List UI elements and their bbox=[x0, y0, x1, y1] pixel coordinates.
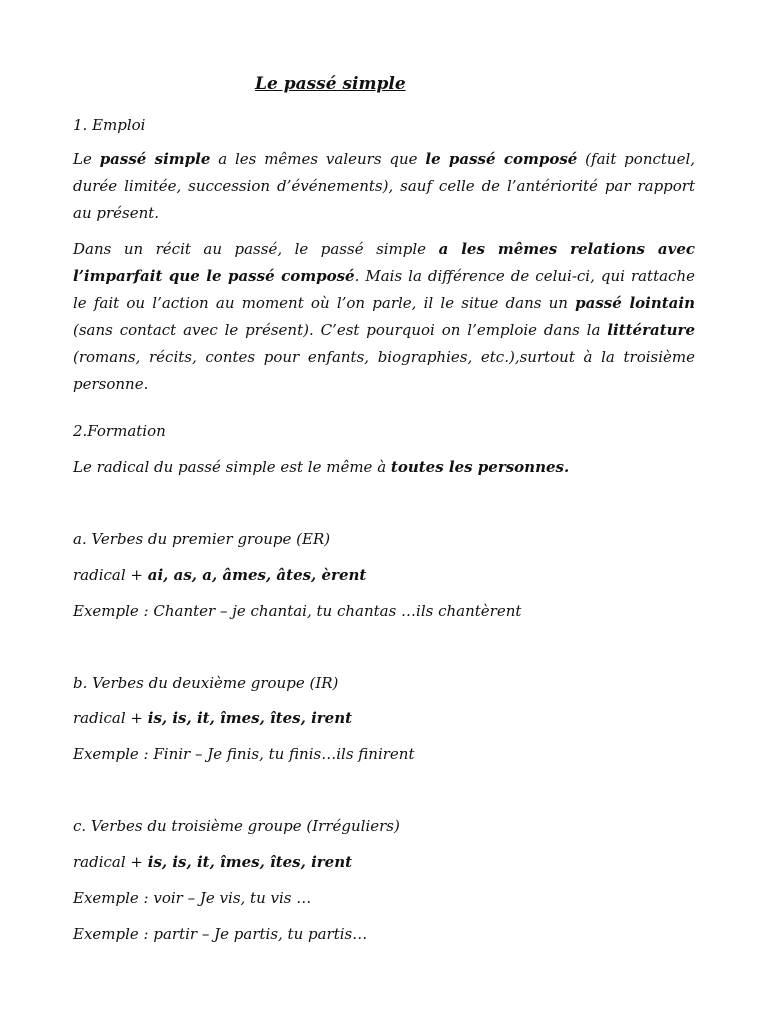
text-run: (romans, récits, contes pour enfants, biographies, etc.),surtout à la troisième personne. bbox=[73, 348, 695, 393]
group-radical-third bbox=[73, 852, 352, 872]
text-run: Dans un récit au passé, le passé simple bbox=[73, 240, 439, 258]
group-heading-first: a. Verbes du premier groupe (ER) bbox=[73, 530, 331, 548]
radical-label: radical + bbox=[73, 566, 148, 584]
paragraph-emploi-2 bbox=[73, 236, 695, 398]
radical-endings: ai, as, a, âmes, âtes, èrent bbox=[147, 566, 367, 584]
emphasis-text: passé simple bbox=[99, 150, 211, 168]
group-radical-first bbox=[73, 565, 366, 585]
formation-intro bbox=[73, 457, 569, 477]
section-heading-emploi: 1. Emploi bbox=[73, 116, 146, 134]
paragraph-emploi-1 bbox=[73, 146, 695, 227]
emphasis-text: a les mêmes relations avec l’imparfait que le passé composé bbox=[73, 240, 695, 285]
group-example-first: Exemple : Chanter – je chantai, tu chantas …ils chantèrent bbox=[73, 602, 522, 620]
text-run: Le radical du passé simple est le même à bbox=[73, 458, 391, 476]
group-radical-second bbox=[73, 708, 352, 728]
radical-endings: is, is, it, îmes, îtes, irent bbox=[147, 709, 353, 727]
radical-endings: is, is, it, îmes, îtes, irent bbox=[147, 853, 353, 871]
page-title: Le passé simple bbox=[255, 74, 406, 94]
text-run: Le bbox=[73, 150, 100, 168]
emphasis-text: toutes les personnes. bbox=[390, 458, 570, 476]
group-heading-second: b. Verbes du deuxième groupe (IR) bbox=[73, 674, 339, 692]
emphasis-text: le passé composé bbox=[425, 150, 578, 168]
text-run: . Mais la différence de celui-ci, qui rattache le fait ou l’action au moment où l’on parle, il le situe dans un bbox=[73, 267, 695, 312]
group-example-third-1: Exemple : voir – Je vis, tu vis … bbox=[73, 889, 312, 907]
section-heading-formation: 2.Formation bbox=[73, 422, 166, 440]
group-example-third-2: Exemple : partir – Je partis, tu partis… bbox=[73, 925, 368, 943]
text-run: (sans contact avec le présent). C’est pourquoi on l’emploie dans la bbox=[73, 321, 608, 339]
group-heading-third: c. Verbes du troisième groupe (Irréguliers) bbox=[73, 817, 400, 835]
text-run: a les mêmes valeurs que bbox=[210, 150, 426, 168]
radical-label: radical + bbox=[73, 853, 148, 871]
emphasis-text: littérature bbox=[607, 321, 695, 339]
text-run: (fait ponctuel, durée limitée, succession d’événements), sauf celle de l’antériorité par rapport au présent. bbox=[73, 150, 696, 222]
radical-label: radical + bbox=[73, 709, 148, 727]
emphasis-text: passé lointain bbox=[575, 294, 696, 312]
group-example-second: Exemple : Finir – Je finis, tu finis…ils finirent bbox=[73, 745, 415, 763]
